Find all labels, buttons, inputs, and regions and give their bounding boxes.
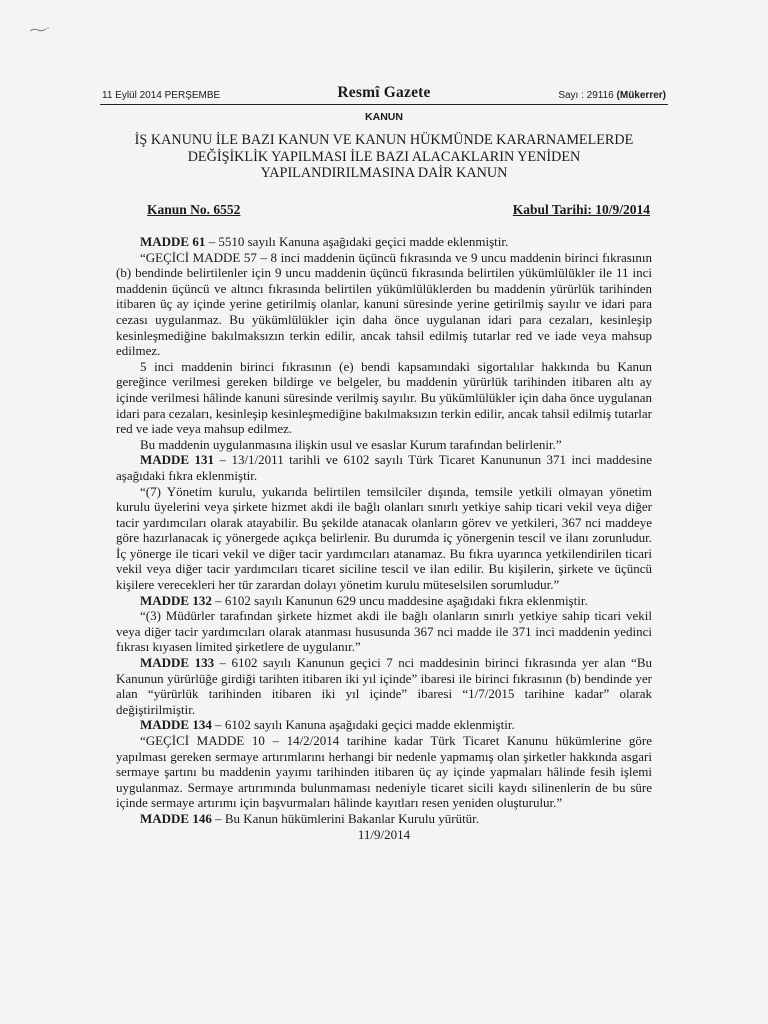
article-paragraph <box>116 655 652 717</box>
article-paragraph <box>116 717 652 733</box>
law-title-line: İŞ KANUNU İLE BAZI KANUN VE KANUN HÜKMÜNDE KARARNAMELERDE <box>134 132 634 148</box>
article-paragraph <box>116 484 652 593</box>
article-text: “GEÇİCİ MADDE 57 – 8 inci maddenin üçüncü fıkrasında ve 9 uncu maddenin birinci fıkrasının (b) bendinde belirtilenler için 9 uncu maddenin üçüncü fıkrasında belirtilen yükümlülükler ile 11 inci maddenin üçüncü ve altıncı fıkrasında belirtilen yükümlülüklerden bu maddenin yürürlük tarihinden itibaren üç ay içinde yerine getirilmiş olanlar, kanuni süresinde yerine getirilmiş sayılır ve idari para cezası uygulanmaz. Bu yükümlülükler için daha önce uygulanan idari para cezaları, kesinleşip kesinleşmediğine bakılmaksızın terkin edilir, ancak tahsil edilmiş tutarlar red ve iade veya mahsup edilmez. <box>116 249 652 359</box>
article-heading: MADDE 132 <box>140 592 212 608</box>
article-text: – 6102 sayılı Kanuna aşağıdaki geçici madde eklenmiştir. <box>211 717 515 733</box>
article-paragraph <box>116 452 652 483</box>
law-title-line: DEĞİŞİKLİK YAPILMASI İLE BAZI ALACAKLARIN YENİDEN <box>187 148 581 165</box>
law-title <box>120 132 648 182</box>
article-paragraph <box>116 359 652 437</box>
article-text: – 6102 sayılı Kanunun 629 uncu maddesine aşağıdaki fıkra eklenmiştir. <box>211 592 588 608</box>
article-heading: MADDE 61 <box>140 234 206 249</box>
issue-repeat-flag: (Mükerrer) <box>616 90 666 101</box>
article-paragraph <box>116 437 652 453</box>
article-heading: MADDE 146 <box>140 810 212 826</box>
law-title-line: YAPILANDIRILMASINA DAİR KANUN <box>260 165 508 181</box>
article-text: “(3) Müdürler tarafından şirkete hizmet akdi ile bağlı olanların sınırlı yetkiye sahip ticari vekil veya diğer tacir yardımcıları olarak atanması hususunda 367 nci madde ile 371 inci maddenin yedinci fıkrası kıyasen limited şirketlere de uygulanır.” <box>116 608 652 655</box>
article-text: – 6102 sayılı Kanunun geçici 7 nci maddesinin birinci fıkrasında yer alan “Bu Kanunun yürürlüğe girdiği tarihten itibaren iki yıl içinde” ibaresi ile birinci fıkrasının (b) bendinde yer alan “yürürlük tarihinden itibaren iki yıl içinde” ibaresi “1/7/2015 tarihine kadar” olarak değiştirilmiştir. <box>116 655 652 717</box>
law-body <box>116 234 652 842</box>
issue-date: 11 Eylül 2014 PERŞEMBE <box>102 90 221 101</box>
acceptance-date: Kabul Tarihi: 10/9/2014 <box>512 202 650 217</box>
article-text: – 5510 sayılı Kanuna aşağıdaki geçici madde eklenmiştir. <box>205 234 509 249</box>
article-text: “GEÇİCİ MADDE 10 – 14/2/2014 tarihine kadar Türk Ticaret Kanunu hükümlerine göre yapılması gereken sermaye artırımlarını herhangi bir nedenle yapmamış olan şirketler hakkında asgari sermaye şartını bu maddenin yayımı tarihinden itibaren üç ay içinde yapmaları hâlinde fesih işlemi uygulanmaz. Sermaye artırımında bulunmaması nedeniyle ticaret sicili kaydı silinenlerin de bu süre içinde sermaye artırımı için başvurmaları hâlinde kayıtları resen yeniden oluşturulur.” <box>116 733 652 811</box>
issue-number-text: Sayı : 29116 <box>558 90 617 101</box>
article-text: “(7) Yönetim kurulu, yukarıda belirtilen temsilciler dışında, temsile yetkili olmayan yönetim kurulu üyelerini veya şirkete hizmet akdi ile bağlı olanları sınırlı yetkiye sahip ticari vekil veya diğer tacir yardımcıları olarak atayabilir. Bu şekilde atanacak olanların görev ve yetkileri, 367 nci maddeye göre hazırlanacak iç yönergede açıkça belirlenir. Bu durumda iç yönergenin tescil ve ilanı zorunludur. İç yönerge ile ticari vekil ve diğer tacir yardımcıları atanamaz. Bu fıkra uyarınca yetkilendirilen ticari vekil veya diğer tacir yardımcıları ticaret siciline tescil ve ilan edilir. Bu kişilerin, şirkete ve üçüncü kişilere verecekleri her tür zarardan dolayı yönetim kurulu müteselsilen sorumludur.” <box>116 483 652 593</box>
document-type-label: KANUN <box>365 111 403 123</box>
article-heading: MADDE 133 <box>140 655 215 671</box>
article-text: 5 inci maddenin birinci fıkrasının (e) bendi kapsamındaki sigortalılar hakkında bu Kanun gereğince verilmesi gereken bildirge ve belgeler, bu maddenin yürürlük tarihinden itibaren altı ay içinde verilmesi hâlinde kanuni süresinde verilmiş sayılır. Bu yükümlülükler için daha önce uygulanan idari para cezaları, kesinleşip kesinleşmediğine bakılmaksızın terkin edilir, ancak tahsil edilmiş tutarlar red ve iade veya mahsup edilmez. <box>116 358 652 437</box>
issue-number <box>558 90 666 101</box>
gazette-title: Resmî Gazete <box>337 84 431 101</box>
article-heading: MADDE 134 <box>140 717 212 733</box>
article-paragraph <box>116 811 652 827</box>
closing-date: 11/9/2014 <box>357 826 411 842</box>
article-heading: MADDE 131 <box>140 452 215 468</box>
article-paragraph <box>116 733 652 811</box>
article-paragraph <box>116 608 652 655</box>
article-text: – 13/1/2011 tarihli ve 6102 sayılı Türk Ticaret Kanununun 371 inci maddesine aşağıdaki fıkra eklenmiştir. <box>116 452 652 483</box>
article-text: Bu maddenin uygulanmasına ilişkin usul ve esaslar Kurum tarafından belirlenir.” <box>140 436 562 452</box>
article-paragraph <box>116 593 652 609</box>
article-paragraph <box>116 250 652 359</box>
law-number: Kanun No. 6552 <box>147 202 241 217</box>
article-paragraph <box>116 234 652 250</box>
article-text: – Bu Kanun hükümlerini Bakanlar Kurulu yürütür. <box>211 810 480 826</box>
gazette-header <box>100 84 668 105</box>
scan-speck-mark <box>28 26 50 34</box>
